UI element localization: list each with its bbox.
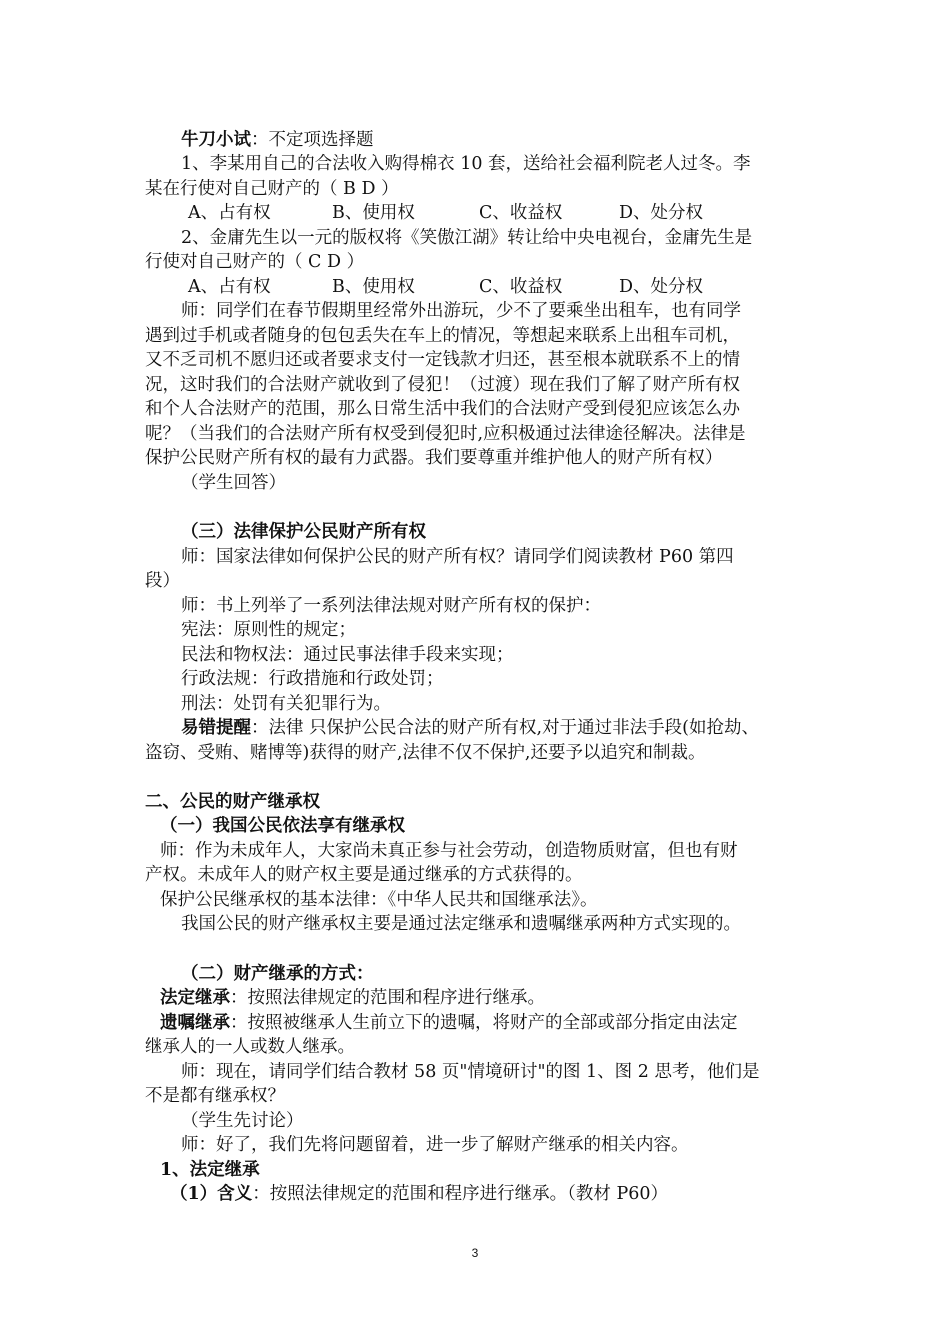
error-reminder-line1: [181, 716, 759, 740]
student-answer-note: （学生回答）: [181, 473, 286, 493]
q1-option-a: A、占有权: [188, 203, 271, 223]
will-inheritance-def-line1: [160, 1011, 738, 1035]
quiz-heading-rest: ：不定项选择题: [251, 130, 374, 150]
subheading-right-to-inherit: （一）我国公民依法享有继承权: [160, 816, 405, 836]
q2-option-a: A、占有权: [188, 277, 271, 297]
statutory-inheritance-label: 法定继承: [160, 988, 230, 1008]
q2-option-c: C、收益权: [479, 277, 563, 297]
teacher-paragraph-line5: 和个人合法财产的范围，那么日常生活中我们的合法财产受到侵犯应该怎么办: [145, 399, 740, 419]
statutory-inheritance-def: [160, 986, 545, 1010]
q1-stem-line2: 某在行使对自己财产的（ B D ）: [145, 179, 399, 199]
quiz-heading: [181, 128, 374, 152]
statutory-inheritance-text: ：按照法律规定的范围和程序进行继承。: [230, 988, 545, 1008]
law-item-criminal: 刑法：处罚有关犯罪行为。: [181, 694, 391, 714]
teacher-paragraph-line2: 遇到过手机或者随身的包包丢失在车上的情况，等想起来联系上出租车司机，: [145, 326, 740, 346]
law-protection-question-line2: 段）: [145, 571, 180, 591]
q1-stem-line1: 1、李某用自己的合法收入购得棉衣 10 套，送给社会福利院老人过冬。李: [181, 154, 751, 174]
q2-option-d: D、处分权: [619, 277, 704, 297]
subheading-statutory-inheritance: 1、法定继承: [160, 1160, 260, 1180]
will-inheritance-def-line2: 继承人的一人或数人继承。: [145, 1037, 355, 1057]
section-heading-inheritance: 二、公民的财产继承权: [145, 792, 320, 812]
textbook-question-line2: 不是都有继承权？: [145, 1086, 285, 1106]
q2-stem-line1: 2、金庸先生以一元的版权将《笑傲江湖》转让给中央电视台，金庸先生是: [181, 228, 753, 248]
q1-option-b: B、使用权: [332, 203, 415, 223]
law-item-constitution: 宪法：原则性的规定；: [181, 620, 356, 640]
teacher-transition: 师：好了，我们先将问题留着，进一步了解财产继承的相关内容。: [181, 1135, 689, 1155]
error-reminder-text: ：法律 只保护公民合法的财产所有权,对于通过非法手段(如抢劫、: [251, 718, 759, 738]
minor-property-line1: 师：作为未成年人，大家尚未真正参与社会劳动，创造物质财富，但也有财: [160, 841, 738, 861]
teacher-paragraph-line3: 又不乏司机不愿归还或者要求支付一定钱款才归还，甚至根本就联系不上的情: [145, 350, 740, 370]
teacher-paragraph-line4: 况，这时我们的合法财产就收到了侵犯！（过渡）现在我们了解了财产所有权: [145, 375, 740, 395]
minor-property-line2: 产权。未成年人的财产权主要是通过继承的方式获得的。: [145, 865, 583, 885]
teacher-paragraph-line6: 呢？（当我们的合法财产所有权受到侵犯时,应积极通过法律途径解决。法律是: [145, 424, 746, 444]
law-list-intro: 师：书上列举了一系列法律法规对财产所有权的保护：: [181, 596, 601, 616]
textbook-question-line1: 师：现在，请同学们结合教材 58 页"情境研讨"的图 1、图 2 思考，他们是: [181, 1062, 760, 1082]
law-protection-question-line1: 师：国家法律如何保护公民的财产所有权？请同学们阅读教材 P60 第四: [181, 547, 734, 567]
q1-option-c: C、收益权: [479, 203, 563, 223]
student-discussion-note: （学生先讨论）: [181, 1111, 304, 1131]
section-heading-law-protection: （三）法律保护公民财产所有权: [181, 522, 426, 542]
error-reminder-label: 易错提醒: [181, 718, 251, 738]
q1-option-d: D、处分权: [619, 203, 704, 223]
error-reminder-line2: 盗窃、受贿、赌博等)获得的财产,法律不仅不保护,还要予以追究和制裁。: [145, 743, 706, 763]
teacher-paragraph-line1: 师：同学们在春节假期里经常外出游玩，少不了要乘坐出租车，也有同学: [181, 301, 741, 321]
quiz-heading-bold: 牛刀小试: [181, 130, 251, 150]
meaning-text: ：按照法律规定的范围和程序进行继承。（教材 P60）: [252, 1184, 669, 1204]
page-number: 3: [471, 1246, 479, 1260]
will-inheritance-label: 遗嘱继承: [160, 1013, 230, 1033]
law-item-administrative: 行政法规：行政措施和行政处罚；: [181, 669, 444, 689]
subheading-inheritance-methods: （二）财产继承的方式：: [181, 964, 374, 984]
q2-option-b: B、使用权: [332, 277, 415, 297]
law-item-civil-law: 民法和物权法：通过民事法律手段来实现；: [181, 645, 514, 665]
two-ways-line: 我国公民的财产继承权主要是通过法定继承和遗嘱继承两种方式实现的。: [181, 914, 741, 934]
will-inheritance-text: ：按照被继承人生前立下的遗嘱，将财产的全部或部分指定由法定: [230, 1013, 738, 1033]
teacher-paragraph-line7: 保护公民财产所有权的最有力武器。我们要尊重并维护他人的财产所有权）: [145, 448, 723, 468]
q2-stem-line2: 行使对自己财产的（ C D ）: [145, 252, 365, 272]
basic-law-line: 保护公民继承权的基本法律：《中华人民共和国继承法》。: [160, 890, 598, 910]
meaning-label: （1）含义: [170, 1184, 253, 1204]
meaning-line: [170, 1182, 668, 1206]
